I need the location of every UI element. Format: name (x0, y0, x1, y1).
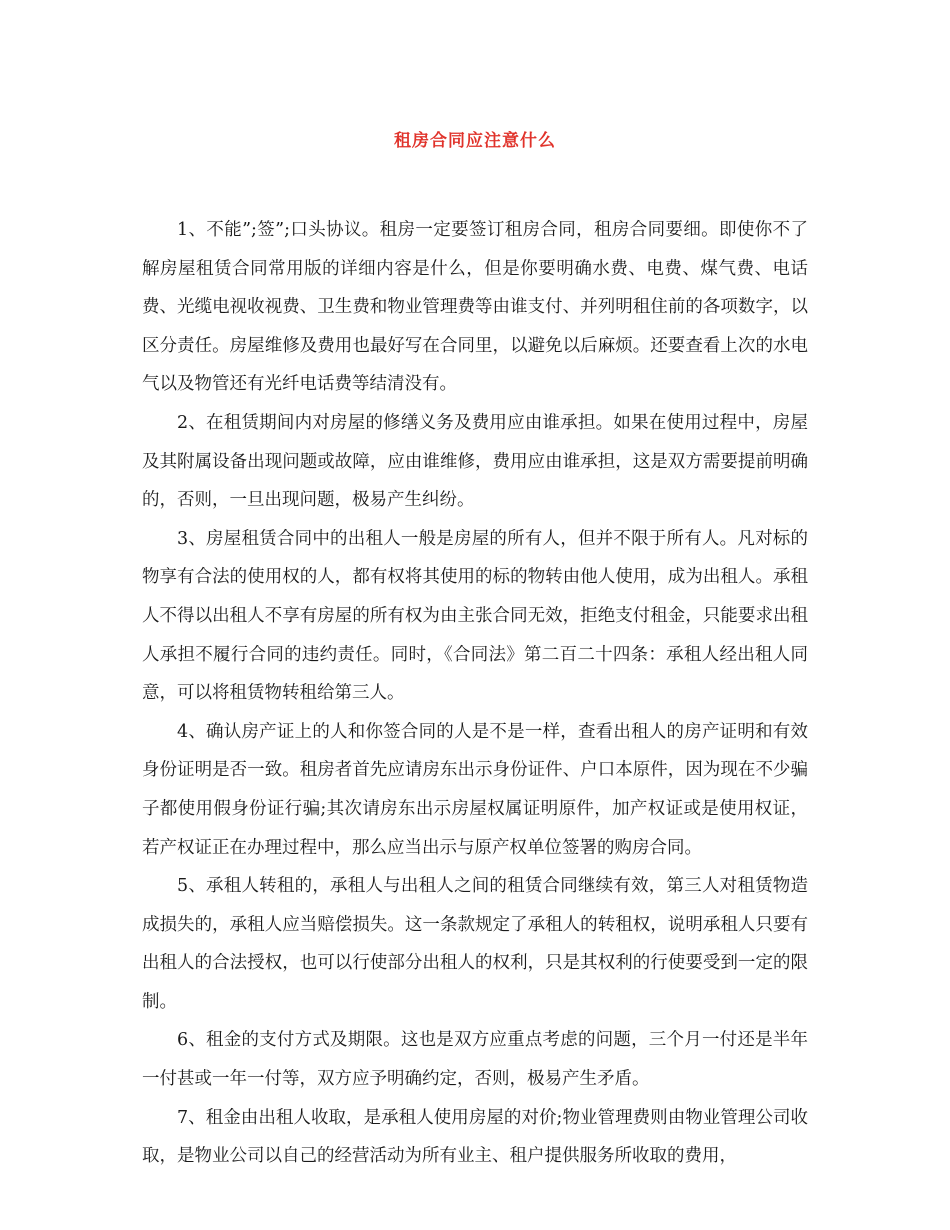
paragraph-4: 4、确认房产证上的人和你签合同的人是不是一样，查看出租人的房产证明和有效身份证明是否一致。租房者首先应请房东出示身份证件、户口本原件，因为现在不少骗子都使用假身份证行骗;其次请房东出示房屋权属证明原件，加产权证或是使用权证，若产权证正在办理过程中，那么应当出示与原产权单位签署的购房合同。 (142, 721, 808, 858)
paragraph-3: 3、房屋租赁合同中的出租人一般是房屋的所有人，但并不限于所有人。凡对标的物享有合法的使用权的人，都有权将其使用的标的物转由他人使用，成为出租人。承租人不得以出租人不享有房屋的所有权为由主张合同无效，拒绝支付租金，只能要求出租人承担不履行合同的违约责任。同时，《合同法》第二百二十四条：承租人经出租人同意，可以将租赁物转租给第三人。 (142, 528, 808, 704)
document-title: 租房合同应注意什么 (394, 131, 556, 151)
paragraph-7: 7、租金由出租人收取，是承租人使用房屋的对价;物业管理费则由物业管理公司收取，是物业公司以自己的经营活动为所有业主、租户提供服务所收取的费用， (142, 1107, 808, 1167)
paragraph-6: 6、租金的支付方式及期限。这也是双方应重点考虑的问题，三个月一付还是半年一付甚或一年一付等，双方应予明确约定，否则，极易产生矛盾。 (142, 1030, 808, 1090)
document-body (142, 211, 808, 1176)
paragraph-1: 1、不能”;签”;口头协议。租房一定要签订租房合同，租房合同要细。即使你不了解房屋租赁合同常用版的详细内容是什么，但是你要明确水费、电费、煤气费、电话费、光缆电视收视费、卫生费和物业管理费等由谁支付、并列明租住前的各项数字，以区分责任。房屋维修及费用也最好写在合同里，以避免以后麻烦。还要查看上次的水电气以及物管还有光纤电话费等结清没有。 (142, 220, 808, 395)
paragraph-2: 2、在租赁期间内对房屋的修缮义务及费用应由谁承担。如果在使用过程中，房屋及其附属设备出现问题或故障，应由谁维修，费用应由谁承担，这是双方需要提前明确的，否则，一旦出现问题，极易产生纠纷。 (142, 412, 808, 511)
paragraph-5: 5、承租人转租的，承租人与出租人之间的租赁合同继续有效，第三人对租赁物造成损失的，承租人应当赔偿损失。这一条款规定了承租人的转租权，说明承租人只要有出租人的合法授权，也可以行使部分出租人的权利，只是其权利的行使要受到一定的限制。 (142, 876, 808, 1012)
